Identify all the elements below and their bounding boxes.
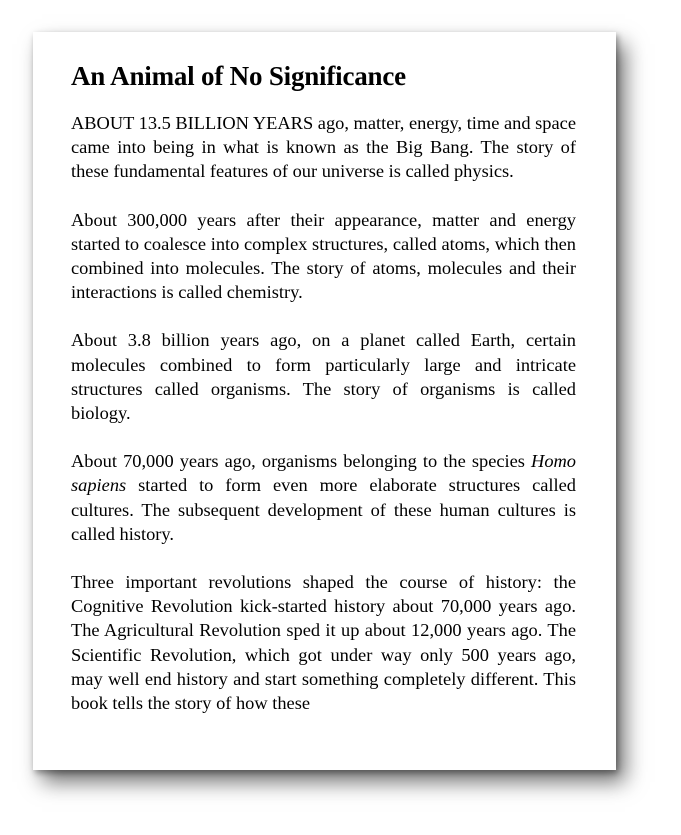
paragraph-lead: ABOUT 13.5 BILLION YEARS <box>71 113 314 133</box>
document-content <box>71 56 576 739</box>
document-page <box>33 32 616 770</box>
paragraph-3: About 3.8 billion years ago, on a planet called Earth, certain molecules combined to form particularly large and intricate structures called organisms. The story of organisms is called biology. <box>71 330 576 424</box>
species-name: Homo sapiens <box>71 451 576 496</box>
paragraph-4 <box>71 449 576 546</box>
chapter-title: An Animal of No Significance <box>71 61 406 91</box>
paragraph-text: ago, matter, energy, time and space came into being in what is known as the Big Bang. The story of these fundamental features of our universe is called physics. <box>71 113 576 182</box>
paragraph-2: About 300,000 years after their appearance, matter and energy started to coalesce into complex structures, called atoms, which then combined into molecules. The story of atoms, molecules and their interactions is called chemistry. <box>71 209 576 303</box>
paragraph-5: Three important revolutions shaped the course of history: the Cognitive Revolution kick-started history about 70,000 years ago. The Agricultural Revolution sped it up about 12,000 years ago. The Scientific Revolution, which got under way only 500 years ago, may well end history and start something completely different. This book tells the story of how these <box>71 572 576 714</box>
paragraph-1 <box>71 111 576 184</box>
paragraph-text: About 70,000 years ago, organisms belonging to the species <box>71 451 532 472</box>
paragraph-text: started to form even more elaborate structures called cultures. The subsequent development of these human cultures is called history. <box>71 475 576 544</box>
